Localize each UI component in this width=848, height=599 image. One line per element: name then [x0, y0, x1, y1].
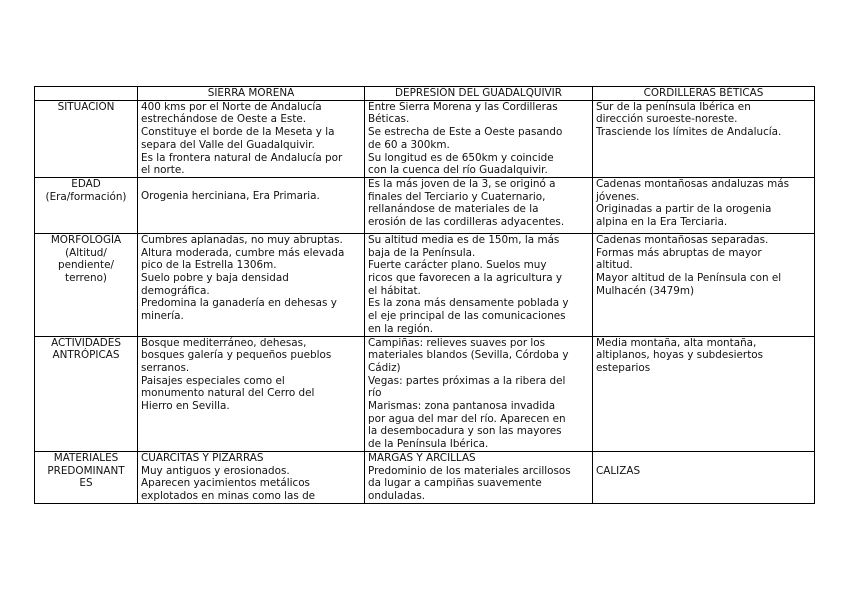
cell-line: Predomina la ganadería en dehesas y	[141, 297, 337, 310]
cell-line: jóvenes.	[596, 190, 640, 203]
row-label-situacion	[35, 100, 138, 177]
row-label-line: PREDOMINANT	[47, 464, 125, 477]
cell-line: Muy antiguos y erosionados.	[141, 464, 290, 477]
cell-line: Predominio de los materiales arcillosos	[368, 464, 571, 477]
cell-line: estrechándose de Oeste a Este.	[141, 113, 307, 126]
row-label-edad	[35, 177, 138, 233]
cell-actividades-depresion	[365, 336, 593, 451]
table-row-edad	[35, 177, 815, 233]
cell-actividades-cordilleras	[593, 336, 815, 451]
cell-line: materiales blandos (Sevilla, Córdoba y	[368, 349, 569, 362]
cell-line: Entre Sierra Morena y las Cordilleras	[368, 100, 558, 113]
row-label-line: (Altitud/	[65, 246, 107, 259]
cell-line: Formas más abruptas de mayor	[596, 246, 762, 259]
cell-line: altitud.	[596, 259, 633, 272]
row-label-line: MATERIALES	[53, 451, 119, 464]
cell-line: Su longitud es de 650km y coincide	[368, 151, 554, 164]
cell-line: Es la más joven de la 3, se originó a	[368, 177, 556, 190]
cell-edad-cordilleras	[593, 177, 815, 233]
cell-line: Fuerte carácter plano. Suelos muy	[368, 259, 547, 272]
cell-line: Cádiz)	[368, 361, 401, 374]
cell-line: baja de la Península.	[368, 246, 476, 259]
row-label-line: SITUACIÓN	[57, 100, 115, 113]
cell-line: Cadenas montañosas andaluzas más	[596, 177, 790, 190]
cell-line: separa del Valle del Guadalquivir.	[141, 138, 315, 151]
cell-line: en la región.	[368, 322, 434, 335]
header-cell-sierra-morena: SIERRA MORENA	[138, 87, 365, 101]
cell-line: Mulhacén (3479m)	[596, 284, 695, 297]
row-label-line: pendiente/	[57, 259, 114, 272]
cell-line: dirección suroeste-noreste.	[596, 113, 738, 126]
table-row-situacion	[35, 100, 815, 177]
cell-line: 400 kms por el Norte de Andalucía	[141, 100, 322, 113]
header-cell-cordilleras-beticas: CORDILLERAS BÉTICAS	[593, 87, 815, 101]
cell-line: Bosque mediterráneo, dehesas,	[141, 336, 307, 349]
cell-line: ricos que favorecen a la agricultura y	[368, 272, 563, 285]
table-header-row	[35, 87, 815, 101]
cell-line: Cadenas montañosas separadas.	[596, 233, 769, 246]
header-cell-depresion-guadalquivir: DEPRESIÓN DEL GUADALQUIVIR	[365, 87, 593, 101]
cell-line: Constituye el borde de la Meseta y la	[141, 126, 335, 139]
cell-line: serranos.	[141, 361, 190, 374]
cell-line: monumento natural del Cerro del	[141, 387, 315, 400]
cell-line: Originadas a partir de la orogenia	[596, 203, 772, 216]
cell-line: rellanándose de materiales de la	[368, 203, 539, 216]
cell-line: minería.	[141, 310, 184, 323]
cell-line: alpina en la Era Terciaria.	[596, 216, 728, 229]
cell-line: Su altitud media es de 150m, la más	[368, 233, 560, 246]
cell-line: Paisajes especiales como el	[141, 374, 285, 387]
cell-line: Mayor altitud de la Península con el	[596, 272, 782, 285]
cell-line: Marismas: zona pantanosa invadida	[368, 400, 556, 413]
cell-line: Media montaña, alta montaña,	[596, 336, 757, 349]
cell-line	[596, 452, 811, 465]
cell-line: altiplanos, hoyas y subdesiertos	[596, 349, 764, 362]
row-label-line: terreno)	[65, 272, 107, 285]
cell-situacion-sierra-morena	[138, 100, 365, 177]
cell-line: Se estrecha de Este a Oeste pasando	[368, 126, 563, 139]
cell-line: Vegas: partes próximas a la ribera del	[368, 374, 566, 387]
cell-situacion-cordilleras	[593, 100, 815, 177]
cell-line: Cumbres aplanadas, no muy abruptas.	[141, 233, 343, 246]
row-label-actividades	[35, 336, 138, 451]
cell-line: Hierro en Sevilla.	[141, 400, 230, 413]
header-cell-corner	[35, 87, 138, 101]
cell-line: bosques galería y pequeños pueblos	[141, 349, 332, 362]
cell-morfologia-depresion	[365, 233, 593, 336]
cell-line: Trasciende los límites de Andalucía.	[596, 126, 782, 139]
cell-line: de la Península Ibérica.	[368, 438, 489, 451]
cell-line: Sur de la península Ibérica en	[596, 100, 751, 113]
cell-line: el norte.	[141, 164, 185, 177]
cell-line: erosión de las cordilleras adyacentes.	[368, 216, 565, 229]
cell-line: la desembocadura y son las mayores	[368, 425, 562, 438]
row-label-materiales	[35, 451, 138, 503]
row-label-line: EDAD	[71, 177, 101, 190]
cell-line: Suelo pobre y baja densidad	[141, 272, 289, 285]
cell-edad-depresion	[365, 177, 593, 233]
row-label-line: ACTIVIDADES	[51, 336, 121, 349]
cell-situacion-depresion	[365, 100, 593, 177]
cell-line: Es la zona más densamente poblada y	[368, 297, 569, 310]
cell-line: pico de la Estrella 1306m.	[141, 259, 277, 272]
cell-morfologia-cordilleras	[593, 233, 815, 336]
cell-line: finales del Terciario y Cuaternario,	[368, 190, 546, 203]
cell-line: esteparios	[596, 361, 651, 374]
cell-morfologia-sierra-morena	[138, 233, 365, 336]
cell-line: CUARCITAS Y PIZARRAS	[141, 451, 264, 464]
table-row-morfologia	[35, 233, 815, 336]
cell-line: Altura moderada, cumbre más elevada	[141, 246, 345, 259]
cell-line: río	[368, 387, 382, 400]
cell-line: CALIZAS	[596, 464, 641, 477]
cell-edad-sierra-morena	[138, 177, 365, 233]
cell-line: el hábitat.	[368, 284, 421, 297]
cell-line: MARGAS Y ARCILLAS	[368, 451, 476, 464]
cell-line: demográfica.	[141, 284, 210, 297]
cell-line: Es la frontera natural de Andalucía por	[141, 151, 343, 164]
row-label-morfologia	[35, 233, 138, 336]
cell-line: con la cuenca del río Guadalquivir.	[368, 164, 548, 177]
cell-line: por agua del mar del río. Aparecen en	[368, 412, 566, 425]
cell-materiales-depresion	[365, 451, 593, 503]
cell-materiales-cordilleras	[593, 451, 815, 503]
cell-line: el eje principal de las comunicaciones	[368, 310, 566, 323]
cell-line: Béticas.	[368, 113, 410, 126]
table-row-actividades	[35, 336, 815, 451]
row-label-line: MORFOLOGÍA	[50, 233, 122, 246]
cell-line: Campiñas: relieves suaves por los	[368, 336, 546, 349]
cell-materiales-sierra-morena	[138, 451, 365, 503]
table-row-materiales	[35, 451, 815, 503]
cell-line: da lugar a campiñas suavemente	[368, 477, 542, 490]
cell-line: de 60 a 300km.	[368, 138, 450, 151]
row-label-line: ANTRÓPICAS	[52, 349, 120, 362]
cell-line: explotados en minas como las de	[141, 489, 316, 502]
geography-comparison-table	[34, 86, 815, 504]
cell-line: Orogenia herciniana, Era Primaria.	[141, 189, 320, 202]
cell-line: onduladas.	[368, 489, 426, 502]
row-label-line: (Era/formación)	[45, 190, 127, 203]
cell-actividades-sierra-morena	[138, 336, 365, 451]
cell-line: Aparecen yacimientos metálicos	[141, 477, 310, 490]
row-label-line: ES	[79, 477, 93, 490]
